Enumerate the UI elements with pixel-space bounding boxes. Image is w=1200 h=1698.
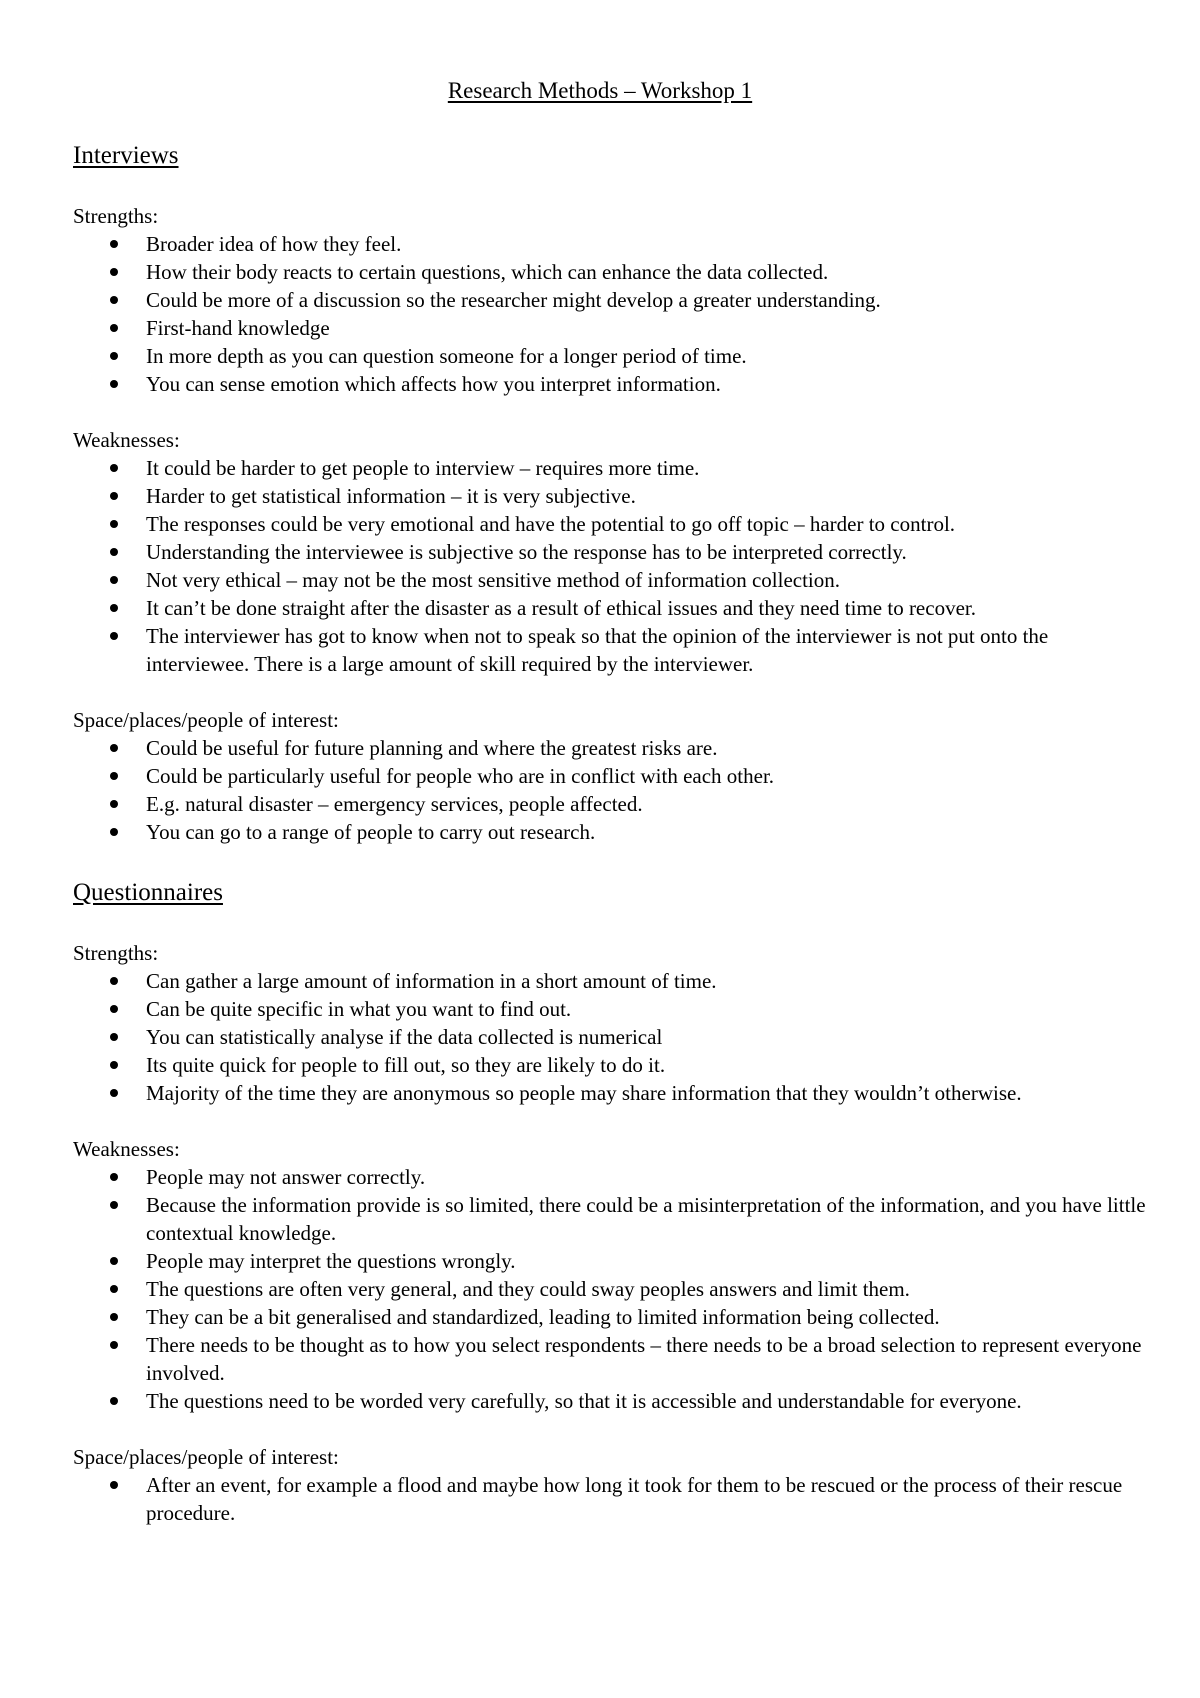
list-item-text: People may interpret the questions wrongly. (146, 1249, 516, 1273)
list-item-text: Its quite quick for people to fill out, so they are likely to do it. (146, 1053, 666, 1077)
list-item (73, 594, 1153, 622)
section-heading: Questionnaires (73, 879, 223, 906)
list-item-text: Can gather a large amount of information in a short amount of time. (146, 969, 717, 993)
bullet-icon (110, 828, 118, 836)
bullet-icon (110, 240, 118, 248)
list-item (73, 1303, 1153, 1331)
bullet-list-places (73, 1471, 1153, 1527)
bullet-icon (110, 1341, 118, 1349)
bullet-icon (110, 1397, 118, 1405)
list-item (73, 967, 1153, 995)
list-item (73, 1163, 1153, 1191)
list-item-text: They can be a bit generalised and standardized, leading to limited information being collected. (146, 1305, 940, 1329)
bullet-list-strengths (73, 967, 1153, 1107)
bullet-list-places (73, 734, 1153, 846)
list-item (73, 622, 1153, 678)
list-item (73, 566, 1153, 594)
section-interviews (73, 140, 1153, 846)
list-item (73, 1051, 1153, 1079)
bullet-icon (110, 492, 118, 500)
bullet-icon (110, 576, 118, 584)
list-item-text: Could be more of a discussion so the researcher might develop a greater understanding. (146, 288, 881, 312)
bullet-icon (110, 1089, 118, 1097)
list-item-text: It can’t be done straight after the disaster as a result of ethical issues and they need time to recover. (146, 596, 976, 620)
bullet-icon (110, 744, 118, 752)
list-item-text: Because the information provide is so limited, there could be a misinterpretation of the information, and you have little contextual knowledge. (146, 1193, 1146, 1245)
list-item (73, 818, 1153, 846)
list-item (73, 286, 1153, 314)
list-item-text: People may not answer correctly. (146, 1165, 426, 1189)
bullet-list-weaknesses (73, 454, 1153, 678)
list-item (73, 314, 1153, 342)
list-item-text: The questions are often very general, and they could sway peoples answers and limit them. (146, 1277, 910, 1301)
bullet-icon (110, 520, 118, 528)
list-item (73, 1387, 1153, 1415)
list-item (73, 995, 1153, 1023)
bullet-icon (110, 296, 118, 304)
list-item (73, 342, 1153, 370)
list-item (73, 734, 1153, 762)
bullet-icon (110, 604, 118, 612)
bullet-icon (110, 352, 118, 360)
list-item (73, 454, 1153, 482)
list-item (73, 258, 1153, 286)
list-item (73, 1079, 1153, 1107)
group-label-strengths: Strengths: (73, 204, 159, 228)
list-item (73, 1471, 1153, 1527)
list-item-text: Majority of the time they are anonymous so people may share information that they wouldn’t otherwise. (146, 1081, 1022, 1105)
bullet-icon (110, 464, 118, 472)
list-item-text: Understanding the interviewee is subjective so the response has to be interpreted correctly. (146, 540, 907, 564)
list-item-text: Could be useful for future planning and where the greatest risks are. (146, 736, 718, 760)
list-item-text: Can be quite specific in what you want to find out. (146, 997, 572, 1021)
list-item-text: Broader idea of how they feel. (146, 232, 402, 256)
list-item (73, 510, 1153, 538)
bullet-icon (110, 977, 118, 985)
bullet-list-strengths (73, 230, 1153, 398)
list-item-text: You can go to a range of people to carry out research. (146, 820, 596, 844)
bullet-icon (110, 1285, 118, 1293)
bullet-icon (110, 1173, 118, 1181)
list-item-text: It could be harder to get people to interview – requires more time. (146, 456, 700, 480)
list-item-text: You can statistically analyse if the data collected is numerical (146, 1025, 663, 1049)
list-item (73, 370, 1153, 398)
list-item-text: Harder to get statistical information – it is very subjective. (146, 484, 636, 508)
list-item-text: How their body reacts to certain questions, which can enhance the data collected. (146, 260, 829, 284)
bullet-icon (110, 1313, 118, 1321)
list-item-text: There needs to be thought as to how you select respondents – there needs to be a broad selection to represent everyone involved. (146, 1333, 1142, 1385)
bullet-icon (110, 1257, 118, 1265)
list-item-text: Not very ethical – may not be the most sensitive method of information collection. (146, 568, 841, 592)
bullet-icon (110, 380, 118, 388)
list-item-text: E.g. natural disaster – emergency services, people affected. (146, 792, 643, 816)
bullet-icon (110, 1033, 118, 1041)
list-item (73, 538, 1153, 566)
section-heading: Interviews (73, 142, 179, 169)
list-item (73, 790, 1153, 818)
group-label-weaknesses: Weaknesses: (73, 1137, 180, 1161)
list-item-text: First-hand knowledge (146, 316, 330, 340)
list-item-text: The interviewer has got to know when not to speak so that the opinion of the interviewer is not put onto the interviewee. There is a large amount of skill required by the interviewer. (146, 624, 1049, 676)
list-item (73, 1191, 1153, 1247)
list-item (73, 1275, 1153, 1303)
list-item (73, 230, 1153, 258)
bullet-list-weaknesses (73, 1163, 1153, 1415)
bullet-icon (110, 772, 118, 780)
group-label-strengths: Strengths: (73, 941, 159, 965)
bullet-icon (110, 800, 118, 808)
list-item-text: Could be particularly useful for people who are in conflict with each other. (146, 764, 775, 788)
group-label-places: Space/places/people of interest: (73, 708, 339, 732)
list-item (73, 1023, 1153, 1051)
bullet-icon (110, 1201, 118, 1209)
bullet-icon (110, 1061, 118, 1069)
list-item (73, 1247, 1153, 1275)
bullet-icon (110, 268, 118, 276)
bullet-icon (110, 632, 118, 640)
list-item-text: The responses could be very emotional and have the potential to go off topic – harder to control. (146, 512, 956, 536)
bullet-icon (110, 1005, 118, 1013)
group-label-weaknesses: Weaknesses: (73, 428, 180, 452)
bullet-icon (110, 548, 118, 556)
list-item (73, 762, 1153, 790)
list-item (73, 1331, 1153, 1387)
bullet-icon (110, 324, 118, 332)
list-item-text: You can sense emotion which affects how you interpret information. (146, 372, 721, 396)
list-item-text: In more depth as you can question someone for a longer period of time. (146, 344, 747, 368)
list-item (73, 482, 1153, 510)
section-questionnaires (73, 877, 1153, 1527)
document-title: Research Methods – Workshop 1 (447, 78, 753, 103)
group-label-places: Space/places/people of interest: (73, 1445, 339, 1469)
list-item-text: The questions need to be worded very carefully, so that it is accessible and understandable for everyone. (146, 1389, 1022, 1413)
bullet-icon (110, 1481, 118, 1489)
list-item-text: After an event, for example a flood and maybe how long it took for them to be rescued or the process of their rescue procedure. (146, 1473, 1123, 1525)
